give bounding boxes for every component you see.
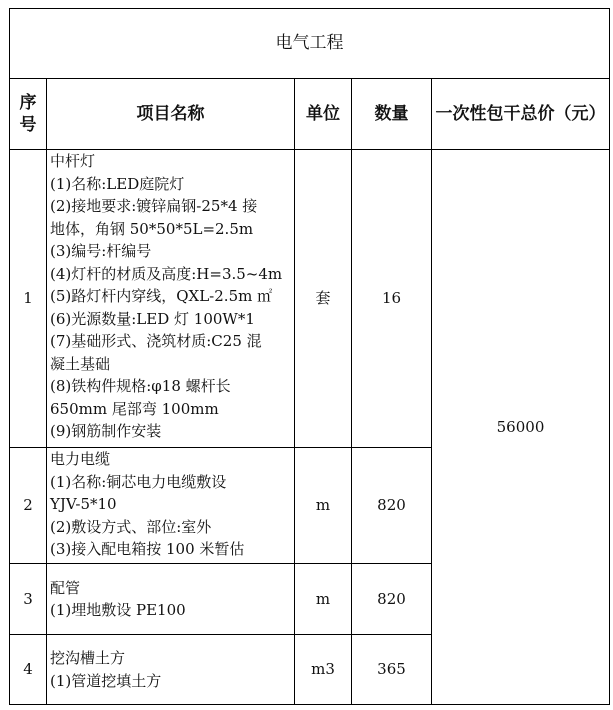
row-seq: 4: [10, 635, 47, 705]
row-qty: 820: [352, 448, 432, 564]
row-unit: m3: [295, 635, 352, 705]
row-unit: 套: [295, 150, 352, 448]
desc-line: (7)基础形式、浇筑材质:C25 混: [50, 332, 262, 350]
table-row: [10, 150, 610, 448]
desc-line: (1)名称:铜芯电力电缆敷设: [50, 472, 227, 491]
desc-line: (2)接地要求:镀锌扁钢-25*4 接: [50, 197, 258, 215]
row-seq: 2: [10, 448, 47, 564]
desc-line: 配管: [50, 578, 81, 597]
header-total: 一次性包干总价（元）: [432, 79, 610, 150]
desc-line: (4)灯杆的材质及高度:H=3.5~4m: [50, 264, 283, 283]
desc-line: (3)接入配电箱按 100 米暂估: [50, 540, 245, 558]
desc-line: 650mm 尾部弯 100mm: [50, 399, 219, 418]
row-description: [47, 564, 295, 635]
desc-line: (5)路灯杆内穿线，QXL-2.5m ㎡: [50, 287, 273, 305]
desc-line: 中杆灯: [50, 152, 96, 170]
row-description: [47, 448, 295, 564]
row-description: [47, 150, 295, 448]
header-unit: 单位: [295, 79, 352, 150]
header-qty: 数量: [352, 79, 432, 150]
desc-line: (3)编号:杆编号: [50, 242, 152, 260]
row-seq: 3: [10, 564, 47, 635]
desc-line: (9)钢筋制作安装: [50, 422, 162, 440]
desc-line: 电力电缆: [50, 450, 111, 468]
row-unit: m: [295, 564, 352, 635]
row-qty: 820: [352, 564, 432, 635]
header-name: 项目名称: [47, 79, 295, 150]
desc-line: 地体，角钢 50*50*5L=2.5m: [50, 219, 254, 238]
row-qty: 365: [352, 635, 432, 705]
header-seq: [10, 79, 47, 150]
desc-line: 挖沟槽土方: [50, 649, 126, 667]
desc-line: YJV-5*10: [50, 495, 117, 513]
desc-line: 凝土基础: [50, 354, 111, 373]
total-price: 56000: [432, 150, 610, 705]
desc-line: (1)埋地敷设 PE100: [50, 601, 186, 619]
desc-line: (1)管道挖填土方: [50, 671, 162, 690]
header-seq-line1: 序: [19, 93, 37, 113]
header-seq-line2: 号: [19, 115, 37, 135]
quote-table: [9, 8, 610, 705]
desc-line: (8)铁构件规格:φ18 螺杆长: [50, 377, 231, 395]
row-description: [47, 635, 295, 705]
row-seq: 1: [10, 150, 47, 448]
table-title: 电气工程: [10, 9, 610, 79]
desc-line: (2)敷设方式、部位:室外: [50, 517, 212, 536]
desc-line: (6)光源数量:LED 灯 100W*1: [50, 309, 255, 328]
desc-line: (1)名称:LED庭院灯: [50, 174, 185, 193]
row-qty: 16: [352, 150, 432, 448]
row-unit: m: [295, 448, 352, 564]
